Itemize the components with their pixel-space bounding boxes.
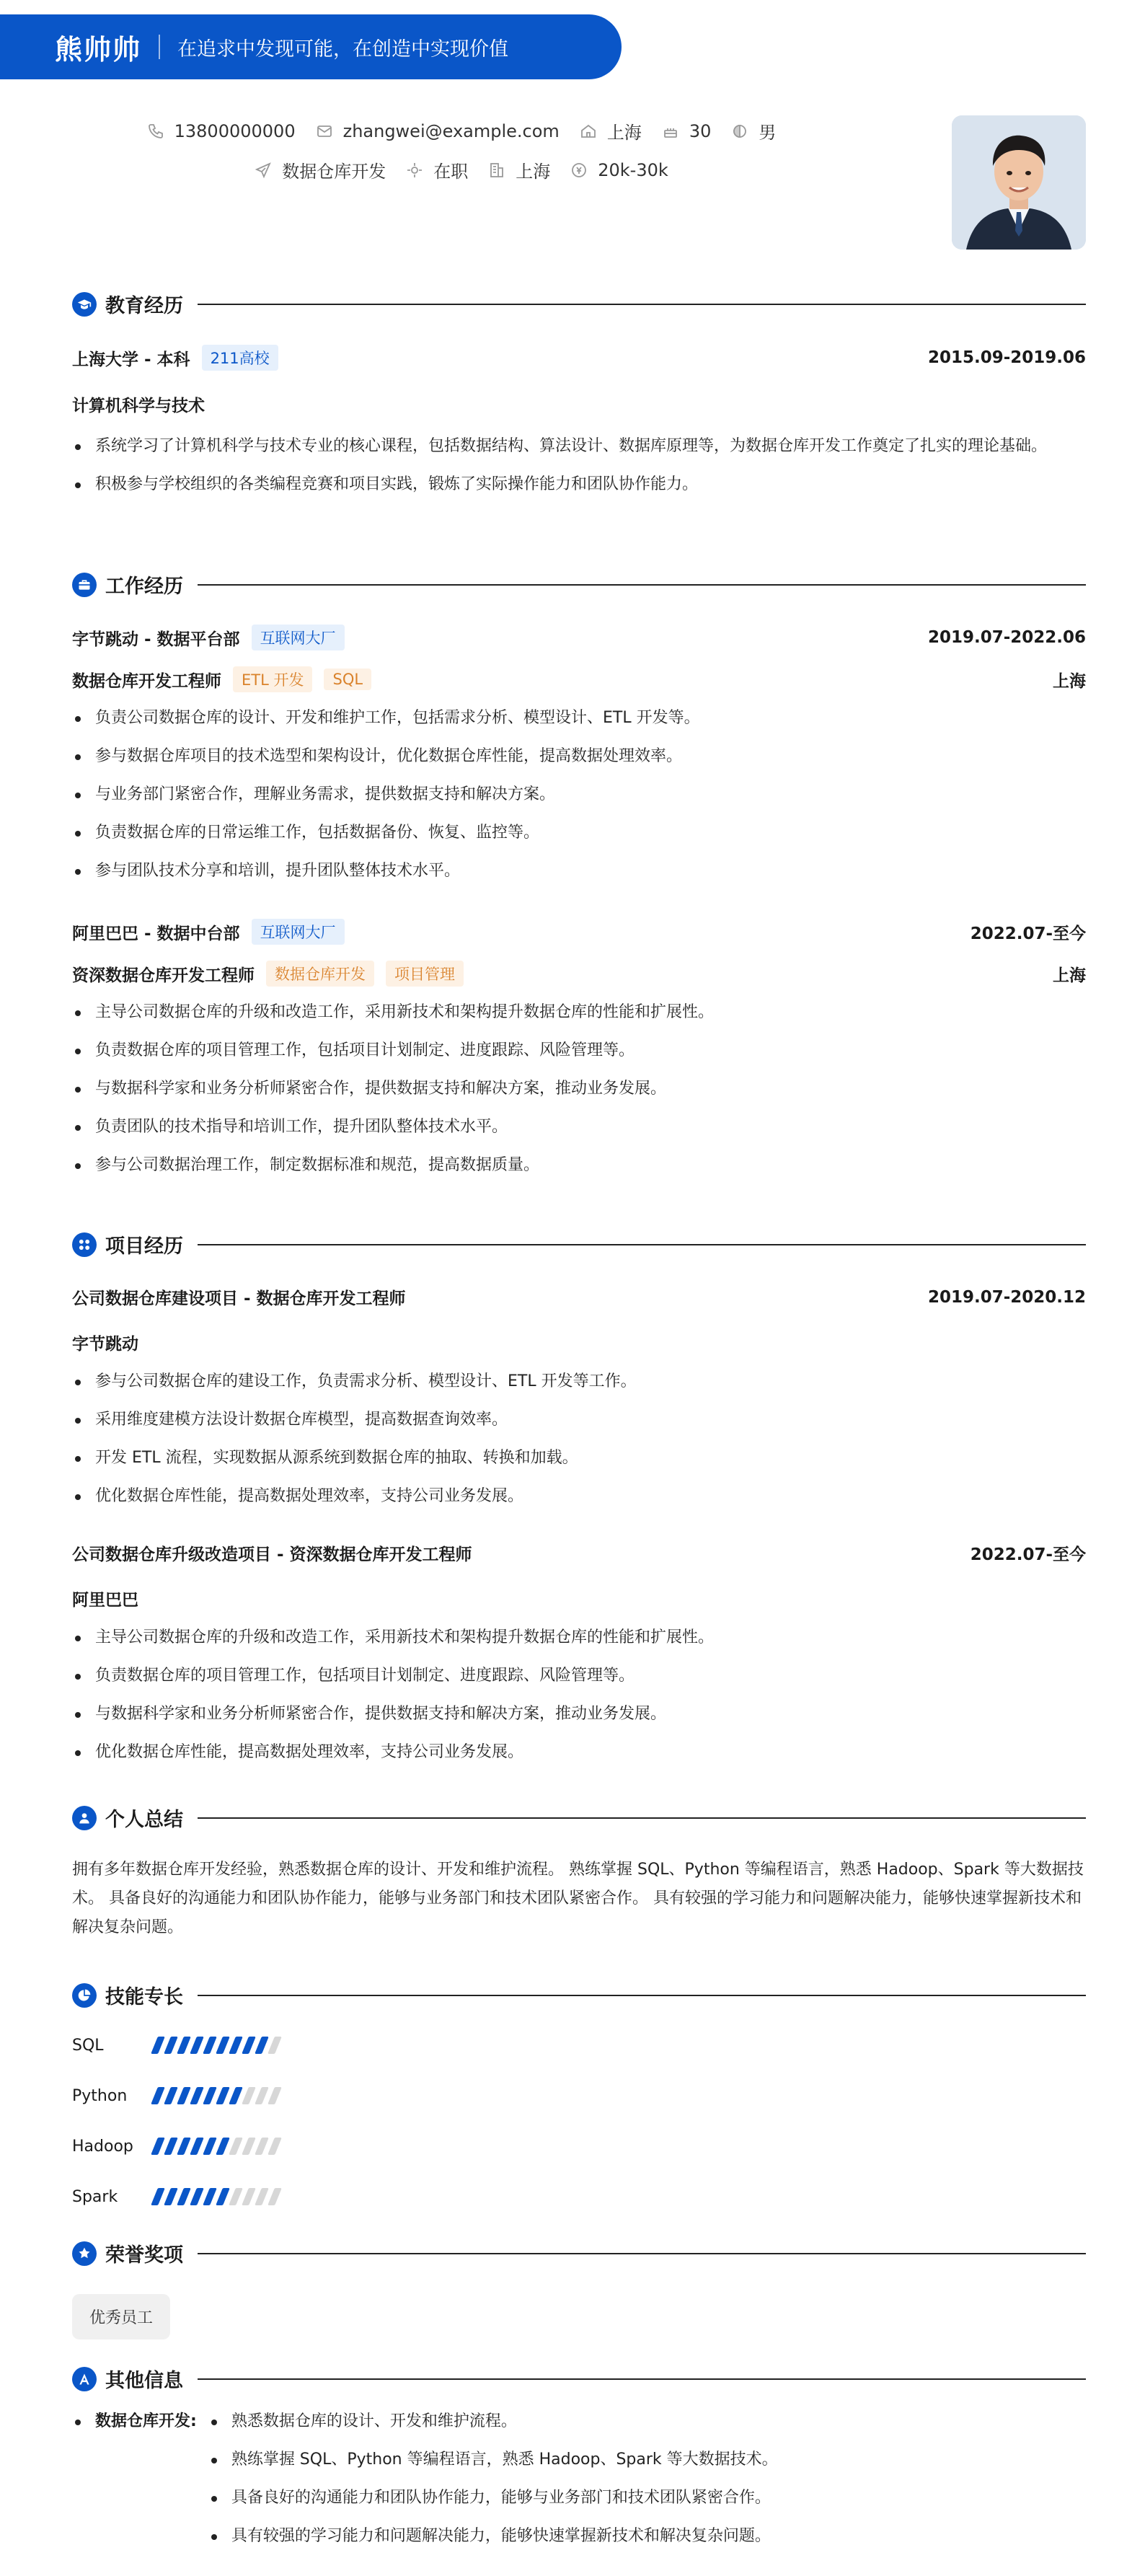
- skill-segment-filled: [164, 2138, 178, 2155]
- section-title-projects: 项目经历: [105, 1235, 183, 1258]
- education-date: 2015.09-2019.06: [927, 348, 1086, 367]
- skill-segment-filled: [190, 2138, 204, 2155]
- skill-segment-filled: [164, 2037, 178, 2054]
- briefcase-icon: [72, 573, 97, 597]
- skill-segment-filled: [164, 2188, 178, 2205]
- list-item: 负责数据仓库的项目管理工作，包括项目计划制定、进度跟踪、风险管理等。: [72, 1663, 1086, 1689]
- list-item: 参与公司数据治理工作，制定数据标准和规范，提高数据质量。: [72, 1152, 1086, 1178]
- school-tag: 211高校: [202, 345, 278, 371]
- portrait-image: [952, 115, 1086, 250]
- skill-segment-filled: [216, 2087, 230, 2104]
- company-tag: 互联网大厂: [252, 919, 345, 945]
- award-icon: [72, 2241, 97, 2266]
- list-item: 与业务部门紧密合作，理解业务需求，提供数据支持和解决方案。: [72, 782, 1086, 808]
- skill-level-bar: [154, 2188, 284, 2205]
- skill-segment-empty: [229, 2188, 243, 2205]
- header-divider: [159, 35, 160, 59]
- section-title-education: 教育经历: [105, 295, 183, 317]
- major-name: 计算机科学与技术: [72, 397, 205, 415]
- header-banner: [0, 14, 622, 79]
- skill-segment-empty: [268, 2087, 282, 2104]
- skill-segment-filled: [177, 2138, 191, 2155]
- info-icon: [72, 2367, 97, 2391]
- section-other: [72, 2365, 1086, 2393]
- city-value: 上海: [606, 123, 642, 143]
- contact-city: [580, 118, 642, 144]
- list-item: 负责公司数据仓库的设计、开发和维护工作，包括需求分析、模型设计、ETL 开发等。: [72, 705, 1086, 731]
- section-work: [72, 570, 1086, 599]
- skill-segment-filled: [216, 2138, 230, 2155]
- mail-icon: [316, 123, 333, 140]
- skill-segment-empty: [255, 2087, 269, 2104]
- target-city-value: 上海: [516, 162, 551, 182]
- gender-icon: [731, 123, 748, 140]
- section-divider: [198, 584, 1086, 586]
- list-item: 系统学习了计算机科学与技术专业的核心课程，包括数据结构、算法设计、数据库原理等，为数据仓库开发工作奠定了扎实的理论基础。: [72, 433, 1086, 459]
- skill-row: [72, 2121, 1086, 2171]
- contact-phone: [147, 121, 296, 141]
- skill-level-bar: [154, 2037, 284, 2054]
- skill-segment-filled: [216, 2037, 230, 2054]
- company-name: 阿里巴巴 - 数据中台部: [72, 924, 240, 943]
- project-org: 阿里巴巴: [72, 1591, 138, 1610]
- work-date: 2022.07-至今: [970, 924, 1086, 943]
- award-badge: 优秀员工: [72, 2294, 170, 2339]
- skill-segment-empty: [242, 2087, 256, 2104]
- section-projects: [72, 1230, 1086, 1258]
- section-title-other: 其他信息: [105, 2370, 183, 2392]
- pie-chart-icon: [72, 1983, 97, 2008]
- skill-tag: SQL: [324, 669, 371, 690]
- list-item: 与数据科学家和业务分析师紧密合作，提供数据支持和解决方案，推动业务发展。: [72, 1701, 1086, 1727]
- project-name: 公司数据仓库建设项目 - 数据仓库开发工程师: [72, 1289, 406, 1308]
- skill-segment-filled: [177, 2087, 191, 2104]
- list-item: 熟练掌握 SQL、Python 等编程语言，熟悉 Hadoop、Spark 等大数据技术。: [208, 2447, 778, 2473]
- skill-segment-empty: [268, 2037, 282, 2054]
- list-item: 参与数据仓库项目的技术选型和架构设计，优化数据仓库性能，提高数据处理效率。: [72, 744, 1086, 769]
- company-name: 字节跳动 - 数据平台部: [72, 630, 240, 649]
- skill-level-bar: [154, 2087, 284, 2104]
- list-item: 主导公司数据仓库的升级和改造工作，采用新技术和架构提升数据仓库的性能和扩展性。: [72, 1000, 1086, 1025]
- project-entry-0: [72, 1285, 1086, 1522]
- list-item: 主导公司数据仓库的升级和改造工作，采用新技术和架构提升数据仓库的性能和扩展性。: [72, 1625, 1086, 1651]
- position-name: 资深数据仓库开发工程师: [72, 966, 255, 985]
- skill-segment-empty: [242, 2188, 256, 2205]
- resume-slogan: 在追求中发现可能，在创造中实现价值: [177, 38, 509, 61]
- salary-value: 20k-30k: [598, 159, 668, 180]
- project-date: 2019.07-2020.12: [927, 1287, 1086, 1307]
- section-summary: [72, 1804, 1086, 1832]
- section-title-work: 工作经历: [105, 575, 183, 598]
- list-item: 采用维度建模方法设计数据仓库模型，提高数据查询效率。: [72, 1407, 1086, 1433]
- education-bullets: [72, 433, 1086, 498]
- section-title-honors: 荣誉奖项: [105, 2244, 183, 2267]
- skill-segment-filled: [190, 2037, 204, 2054]
- skill-segment-filled: [203, 2087, 217, 2104]
- skill-row: [72, 2070, 1086, 2121]
- section-divider: [198, 2253, 1086, 2254]
- skills-list: [72, 2020, 1086, 2222]
- section-skills: [72, 1981, 1086, 2009]
- list-item: 与数据科学家和业务分析师紧密合作，提供数据支持和解决方案，推动业务发展。: [72, 1076, 1086, 1102]
- home-icon: [580, 123, 597, 140]
- contact-row-secondary: [0, 157, 923, 182]
- contact-status: [406, 157, 468, 182]
- other-info: [72, 2409, 1086, 2562]
- skill-segment-empty: [255, 2188, 269, 2205]
- list-item: 优化数据仓库性能，提高数据处理效率，支持公司业务发展。: [72, 1739, 1086, 1765]
- resume-name: 熊帅帅: [55, 33, 142, 66]
- skill-segment-filled: [190, 2087, 204, 2104]
- skill-segment-empty: [268, 2138, 282, 2155]
- list-item: 熟悉数据仓库的设计、开发和维护流程。: [208, 2409, 778, 2435]
- cake-icon: [662, 123, 679, 140]
- project-name: 公司数据仓库升级改造项目 - 资深数据仓库开发工程师: [72, 1545, 472, 1564]
- skill-name: Hadoop: [72, 2137, 133, 2156]
- section-divider: [198, 1244, 1086, 1245]
- skill-row: [72, 2020, 1086, 2070]
- send-icon: [255, 162, 272, 179]
- user-icon: [72, 1806, 97, 1830]
- skill-segment-filled: [203, 2138, 217, 2155]
- list-item: 负责团队的技术指导和培训工作，提升团队整体技术水平。: [72, 1114, 1086, 1140]
- skill-segment-empty: [242, 2138, 256, 2155]
- skill-name: SQL: [72, 2036, 104, 2055]
- building-icon: [488, 162, 505, 179]
- other-items: [208, 2409, 778, 2562]
- salary-icon: [570, 162, 588, 179]
- project-entry-1: [72, 1541, 1086, 1778]
- avatar: [952, 115, 1086, 250]
- project-bullets: [72, 1369, 1086, 1509]
- project-bullets: [72, 1625, 1086, 1765]
- skill-tag: 数据仓库开发: [266, 961, 374, 987]
- contact-job-target: [255, 157, 386, 182]
- contact-age: [662, 121, 712, 141]
- list-item: 负责数据仓库的项目管理工作，包括项目计划制定、进度跟踪、风险管理等。: [72, 1038, 1086, 1064]
- project-org: 字节跳动: [72, 1335, 138, 1354]
- section-title-skills: 技能专长: [105, 1986, 183, 2008]
- project-date: 2022.07-至今: [970, 1545, 1086, 1564]
- other-label-item: [72, 2409, 197, 2435]
- work-location: 上海: [1053, 966, 1086, 985]
- job-target-value: 数据仓库开发: [282, 162, 386, 182]
- list-item: 开发 ETL 流程，实现数据从源系统到数据仓库的抽取、转换和加载。: [72, 1445, 1086, 1471]
- work-bullets: [72, 1000, 1086, 1178]
- work-entry-0: [72, 625, 1086, 896]
- skill-segment-filled: [177, 2037, 191, 2054]
- phone-icon: [147, 123, 164, 140]
- grid-icon: [72, 1232, 97, 1257]
- list-item: 优化数据仓库性能，提高数据处理效率，支持公司业务发展。: [72, 1483, 1086, 1509]
- contact-target-city: [488, 157, 550, 182]
- contact-gender: [731, 118, 776, 144]
- age-value: 30: [689, 120, 712, 141]
- skill-segment-empty: [255, 2138, 269, 2155]
- skill-segment-filled: [216, 2188, 230, 2205]
- list-item: 参与团队技术分享和培训，提升团队整体技术水平。: [72, 858, 1086, 884]
- skill-segment-filled: [242, 2037, 256, 2054]
- work-location: 上海: [1053, 671, 1086, 691]
- status-value: 在职: [433, 162, 469, 182]
- skill-name: Spark: [72, 2187, 118, 2206]
- skill-row: [72, 2171, 1086, 2222]
- section-divider: [198, 1817, 1086, 1819]
- other-label: 数据仓库开发:: [95, 2412, 197, 2430]
- position-name: 数据仓库开发工程师: [72, 671, 221, 691]
- section-divider: [198, 304, 1086, 305]
- work-date: 2019.07-2022.06: [927, 628, 1086, 647]
- skill-tag: ETL 开发: [233, 666, 312, 692]
- section-divider: [198, 1995, 1086, 1996]
- section-title-summary: 个人总结: [105, 1809, 183, 1831]
- phone-value: 13800000000: [174, 120, 296, 141]
- skill-segment-empty: [229, 2138, 243, 2155]
- list-item: 具有较强的学习能力和问题解决能力，能够快速掌握新技术和解决复杂问题。: [208, 2523, 778, 2549]
- contact-salary: [570, 160, 668, 180]
- skill-segment-filled: [229, 2087, 243, 2104]
- skill-tag: 项目管理: [386, 961, 464, 987]
- company-tag: 互联网大厂: [252, 625, 345, 650]
- work-bullets: [72, 705, 1086, 884]
- skill-segment-filled: [164, 2087, 178, 2104]
- graduation-cap-icon: [72, 292, 97, 317]
- gender-value: 男: [759, 123, 777, 143]
- section-education: [72, 290, 1086, 318]
- email-value: zhangwei@example.com: [342, 120, 560, 141]
- section-divider: [198, 2378, 1086, 2380]
- summary-text: 拥有多年数据仓库开发经验，熟悉数据仓库的设计、开发和维护流程。 熟练掌握 SQL、Python 等编程语言，熟悉 Hadoop、Spark 等大数据技术。 具备良好的沟通能力和团队协作能力，能够与业务部门和技术团队紧密合作。 具有较强的学习能力和问题解决能力，能够快速掌握新技术和解决复杂问题。: [72, 1861, 1084, 1936]
- list-item: 具备良好的沟通能力和团队协作能力，能够与业务部门和技术团队紧密合作。: [208, 2485, 778, 2511]
- education-entry: [72, 345, 1086, 510]
- list-item: 积极参与学校组织的各类编程竞赛和项目实践，锻炼了实际操作能力和团队协作能力。: [72, 472, 1086, 498]
- skill-segment-filled: [177, 2188, 191, 2205]
- school-name: 上海大学 - 本科: [72, 350, 190, 369]
- work-entry-1: [72, 919, 1086, 1191]
- status-icon: [406, 162, 423, 179]
- skill-segment-filled: [203, 2188, 217, 2205]
- skill-segment-filled: [203, 2037, 217, 2054]
- skill-segment-empty: [268, 2188, 282, 2205]
- skill-segment-filled: [255, 2037, 269, 2054]
- list-item: 负责数据仓库的日常运维工作，包括数据备份、恢复、监控等。: [72, 820, 1086, 846]
- section-honors: [72, 2239, 1086, 2267]
- honors-list: [72, 2294, 1086, 2339]
- skill-level-bar: [154, 2138, 284, 2155]
- skill-name: Python: [72, 2086, 128, 2105]
- other-label-list: [72, 2409, 197, 2562]
- skill-segment-filled: [190, 2188, 204, 2205]
- contact-email: [316, 121, 560, 141]
- contact-row-primary: [0, 118, 923, 144]
- list-item: 参与公司数据仓库的建设工作，负责需求分析、模型设计、ETL 开发等工作。: [72, 1369, 1086, 1395]
- skill-segment-filled: [229, 2037, 243, 2054]
